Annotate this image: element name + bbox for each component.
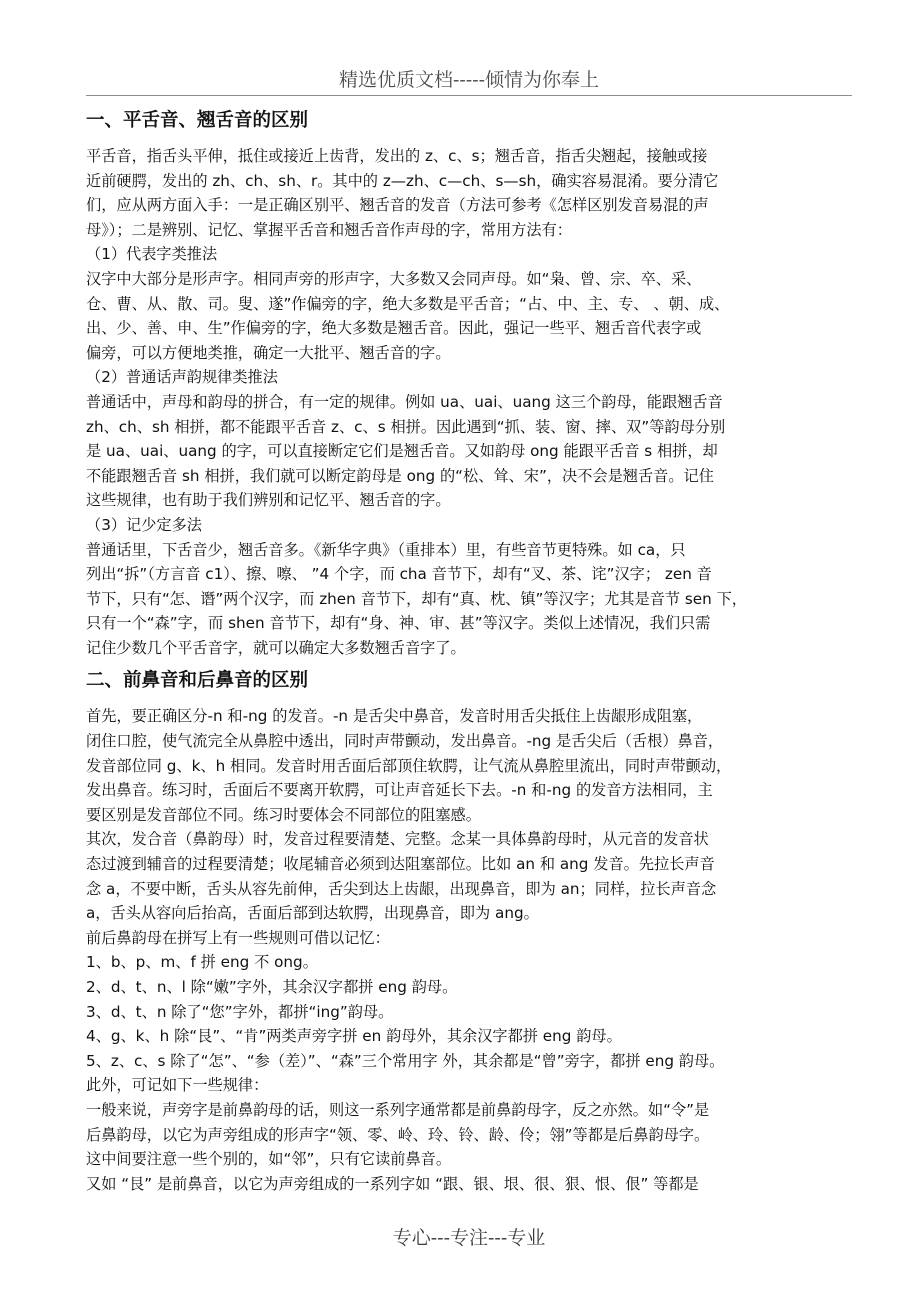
- section1-line: 们，应从两方面入手：一是正确区别平、翘舌音的发音（方法可参考《怎样区别发音易混的声: [86, 196, 709, 215]
- section2-line: a，舌头从容向后抬高，舌面后部到达软腭，出现鼻音，即为 ang。: [86, 904, 539, 923]
- rule-item-3: 3、d、t、n 除了“您”字外，都拼“ing”韵母。: [86, 1002, 394, 1021]
- section1-line: 这些规律，也有助于我们辨别和记忆平、翘舌音的字。: [86, 491, 451, 510]
- section2-heading: 二、前鼻音和后鼻音的区别: [86, 670, 309, 692]
- page-footer: 专心---专注---专业: [392, 1227, 546, 1249]
- document-body: [86, 104, 852, 1196]
- section1-line: 列出“拆”（方言音 c1）、擦、嚓、 ”4 个字，而 cha 音节下，却有“叉、茶、诧”汉字； zen 音: [86, 565, 712, 584]
- subheading-method-2: （2）普通话声韵规律类推法: [86, 368, 278, 387]
- section2-line: 态过渡到辅音的过程要清楚；收尾辅音必须到达阻塞部位。比如 an 和 ang 发音。先拉长声音: [86, 855, 715, 874]
- section2-line: 闭住口腔，使气流完全从鼻腔中透出，同时声带颤动，发出鼻音。-ng 是舌尖后（舌根）鼻音，: [86, 732, 724, 751]
- section2-line: 念 a，不要中断，舌头从容先前伸，舌尖到达上齿龈，出现鼻音，即为 an；同样，拉长声音念: [86, 879, 717, 898]
- section2-line: 这中间要注意一些个别的，如“邻”，只有它读前鼻音。: [86, 1150, 452, 1169]
- section1-line: 普通话中，声母和韵母的拼合，有一定的规律。例如 ua、uai、uang 这三个韵母，能跟翘舌音: [86, 392, 723, 411]
- section1-line: 汉字中大部分是形声字。相同声旁的形声字，大多数又会同声母。如“枭、曾、宗、卒、采、: [86, 269, 702, 288]
- section2-line: 其次，发合音（鼻韵母）时，发音过程要清楚、完整。念某一具体鼻韵母时，从元音的发音状: [86, 830, 709, 849]
- section1-line: 仓、曹、从、散、司。叟、遂”作偏旁的字，绝大多数是平舌音；“占、中、主、专、 、朝、成、: [86, 294, 730, 313]
- subheading-method-3: （3）记少定多法: [86, 515, 202, 534]
- section1-line: 近前硬腭，发出的 zh、ch、sh、r。其中的 z—zh、c—ch、s—sh，确实容易混淆。要分清它: [86, 171, 719, 190]
- section2-line: 前后鼻韵母在拼写上有一些规则可借以记忆：: [86, 928, 390, 947]
- section2-line: 此外，可记如下一些规律：: [86, 1076, 269, 1095]
- section2-line: 发出鼻音。练习时，舌面后不要离开软腭，可让声音延长下去。-n 和-ng 的发音方法相同，主: [86, 781, 713, 800]
- rule-item-2: 2、d、t、n、l 除“嫩”字外，其余汉字都拼 eng 韵母。: [86, 978, 458, 996]
- rule-item-4: 4、g、k、h 除“艮”、“肯”两类声旁字拼 en 韵母外，其余汉字都拼 eng 韵母。: [86, 1027, 622, 1046]
- section1-line: 普通话里，下舌音少，翘舌音多。《新华字典》（重排本）里，有些音节更特殊。如 ca，只: [86, 540, 686, 559]
- rule-item-1: 1、b、p、m、f 拼 eng 不 ong。: [86, 953, 318, 972]
- section1-line: 母》）；二是辨别、记忆、掌握平舌音和翘舌音作声母的字，常用方法有：: [86, 220, 572, 239]
- header-rule: [86, 95, 852, 96]
- section1-line: 只有一个“森”字，而 shen 音节下，却有“身、神、审、甚”等汉字。类似上述情况，我们只需: [86, 614, 711, 633]
- section2-line: 后鼻韵母，以它为声旁组成的形声字“领、零、岭、玲、铃、龄、伶；翎”等都是后鼻韵母字。: [86, 1125, 710, 1144]
- section1-line: 记住少数几个平舌音字，就可以确定大多数翘舌音字了。: [86, 638, 466, 657]
- section1-line: 偏旁，可以方便地类推，确定一大批平、翘舌音的字。: [86, 343, 451, 362]
- section1-heading: 一、平舌音、翘舌音的区别: [86, 110, 309, 131]
- section1-line: 节下，只有“怎、谮”两个汉字，而 zhen 音节下，却有“真、枕、镇”等汉字；尤其是音节 sen 下，: [86, 589, 747, 608]
- section2-line: 要区别是发音部位不同。练习时要体会不同部位的阻塞感。: [86, 805, 481, 824]
- page-header: 精选优质文档-----倾情为你奉上: [338, 69, 600, 91]
- section1-line: 不能跟翘舌音 sh 相拼，我们就可以断定韵母是 ong 的“松、耸、宋”，决不会是翘舌音。记住: [86, 466, 714, 485]
- section1-line: 出、少、善、申、生”作偏旁的字，绝大多数是翘舌音。因此，强记一些平、翘舌音代表字或: [86, 319, 702, 338]
- section2-body: [86, 704, 852, 1196]
- section1-line: 是 ua、uai、uang 的字，可以直接断定它们是翘舌音。又如韵母 ong 能跟平舌音 s 相拼，却: [86, 442, 718, 461]
- section1-line: 平舌音，指舌头平伸，抵住或接近上齿背，发出的 z、c、s；翘舌音，指舌尖翘起，接触或接: [86, 147, 708, 165]
- section1-body: [86, 144, 852, 660]
- subheading-method-1: （1）代表字类推法: [86, 245, 218, 264]
- section2-line: 发音部位同 g、k、h 相同。发音时用舌面后部顶住软腭，让气流从鼻腔里流出，同时声带颤动，: [86, 756, 732, 775]
- section2-line: 又如 “艮” 是前鼻音，以它为声旁组成的一系列字如 “跟、银、垠、很、狠、恨、佷” 等都是: [86, 1174, 699, 1193]
- section2-line: 首先，要正确区分-n 和-ng 的发音。-n 是舌尖中鼻音，发音时用舌尖抵住上齿龈形成阻塞，: [86, 707, 703, 726]
- section1-line: zh、ch、sh 相拼，都不能跟平舌音 z、c、s 相拼。因此遇到“抓、装、窗、摔、双”等韵母分别: [86, 417, 726, 436]
- rule-item-5: 5、z、c、s 除了“怎”、“参（差）”、“森”三个常用字 外，其余都是“曾”旁字，都拼 eng 韵母。: [86, 1051, 725, 1070]
- section2-line: 一般来说，声旁字是前鼻韵母的话，则这一系列字通常都是前鼻韵母字，反之亦然。如“令”是: [86, 1100, 710, 1119]
